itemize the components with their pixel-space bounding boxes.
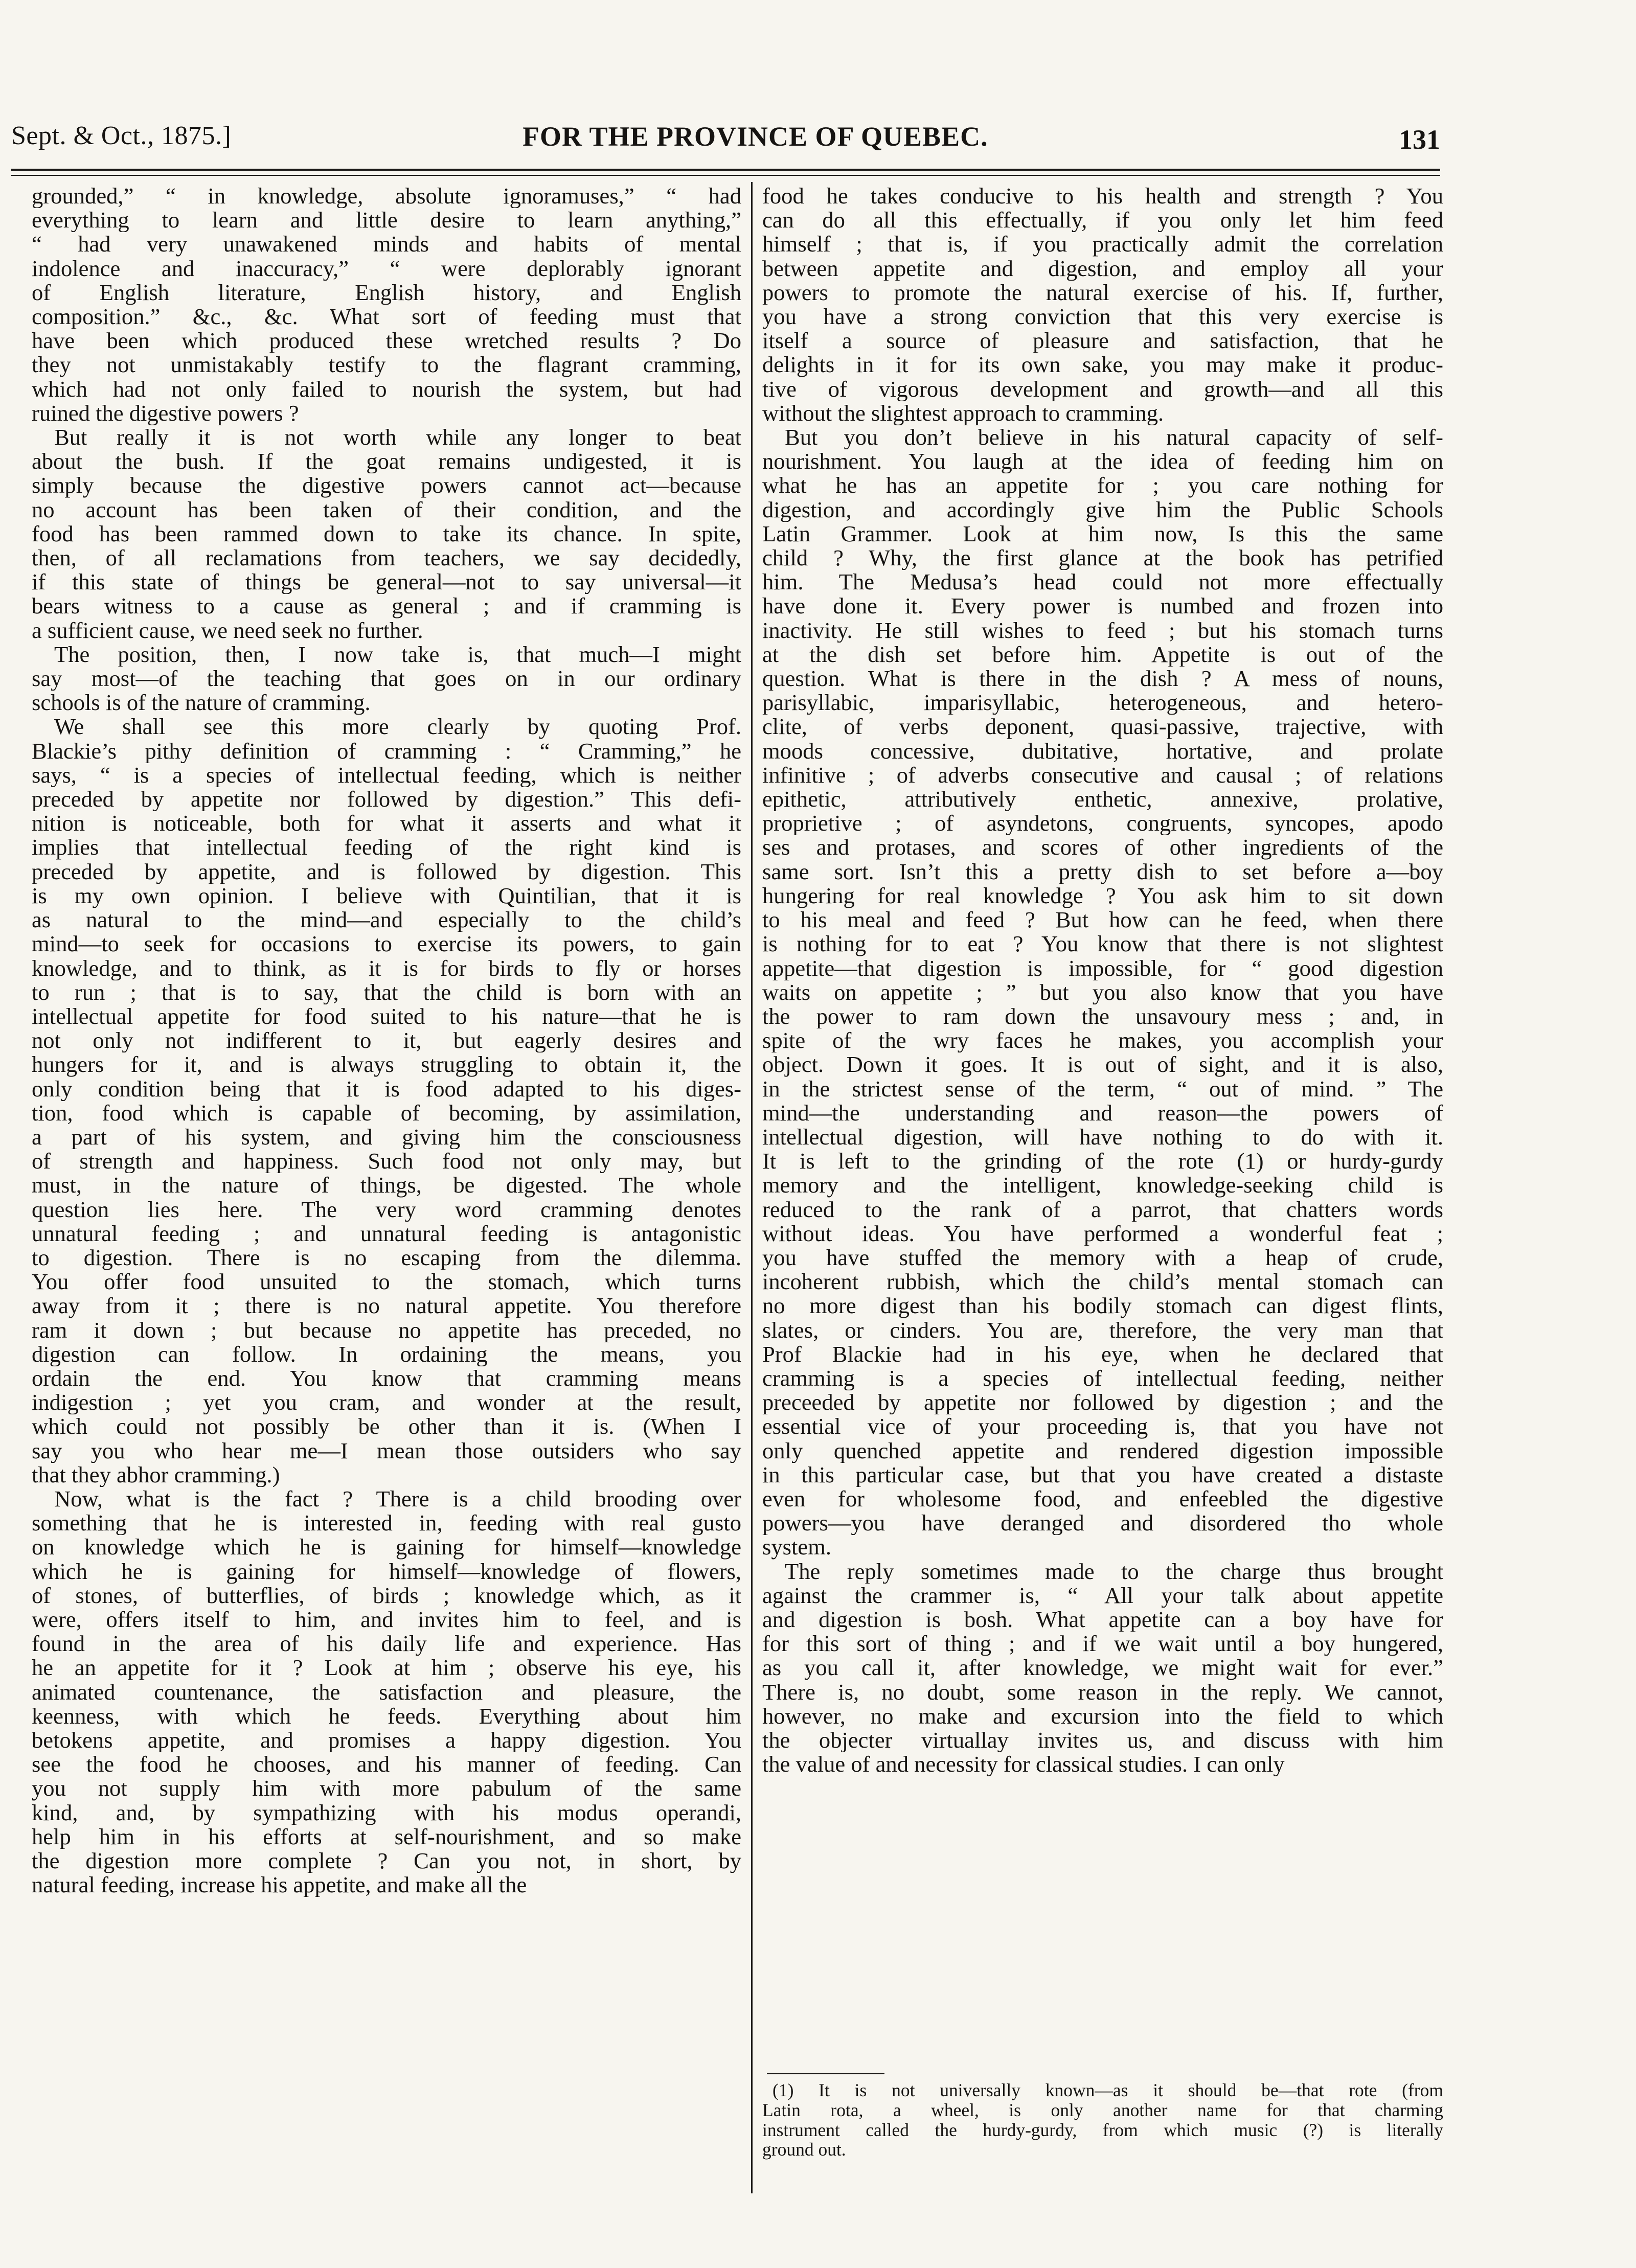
text-line: The position, then, I now take is, that much—I might <box>54 642 741 667</box>
text-line: if this state of things be general—not to say universal—it <box>32 570 741 594</box>
footnote-rule <box>767 2073 884 2074</box>
text-line: that they abhor cramming.) <box>32 1462 280 1487</box>
text-line: says, “ is a species of intellectual feeding, which is neither <box>32 763 741 788</box>
text-line: were, offers itself to him, and invites him to feel, and is <box>32 1607 741 1632</box>
text-line: indolence and inaccuracy,” “ were deplorably ignorant <box>32 256 741 281</box>
text-line: indigestion ; yet you cram, and wonder at the result, <box>32 1390 741 1415</box>
text-line: composition.” &c., &c. What sort of feeding must that <box>32 305 741 329</box>
text-line: incoherent rubbish, which the child’s mental stomach can <box>762 1270 1443 1294</box>
running-header <box>11 117 1440 163</box>
text-line: Blackie’s pithy definition of cramming : “ Cramming,” he <box>32 739 741 763</box>
text-line: ruined the digestive powers ? <box>32 401 299 426</box>
text-line: kind, and, by sympathizing with his modus operandi, <box>32 1800 741 1825</box>
text-line: “ had very unawakened minds and habits of mental <box>32 232 741 257</box>
text-line: nition is noticeable, both for what it asserts and what it <box>32 811 741 836</box>
right-column <box>762 184 1443 1776</box>
text-line: child ? Why, the first glance at the book has petrified <box>762 546 1443 570</box>
text-line: preceeded by appetite nor followed by digestion ; and the <box>762 1390 1443 1415</box>
text-line: can do all this effectually, if you only let him feed <box>762 208 1443 233</box>
text-line: without the slightest approach to cramming. <box>762 401 1164 426</box>
header-rule-thick <box>11 169 1440 171</box>
footnote-line: instrument called the hurdy-gurdy, from which music (?) is literally <box>762 2120 1443 2140</box>
text-line: We shall see this more clearly by quoting Prof. <box>54 715 741 739</box>
text-line: keenness, with which he feeds. Everything about him <box>32 1704 741 1728</box>
paragraph <box>762 184 1443 425</box>
text-line: schools is of the nature of cramming. <box>32 691 371 715</box>
text-line: memory and the intelligent, knowledge-seeking child is <box>762 1173 1443 1198</box>
text-line: waits on appetite ; ” but you also know that you have <box>762 980 1443 1004</box>
text-line: preceded by appetite, and is followed by digestion. This <box>32 859 741 884</box>
text-line: mind—the understanding and reason—the powers of <box>762 1101 1443 1125</box>
text-line: Latin Grammer. Look at him now, Is this the same <box>762 521 1443 546</box>
paragraph <box>762 1560 1443 1777</box>
text-line: grounded,” “ in knowledge, absolute ignoramuses,” “ had <box>32 184 741 209</box>
text-line: betokens appetite, and promises a happy digestion. You <box>32 1728 741 1753</box>
text-line: system. <box>762 1535 832 1560</box>
text-line: only condition being that it is food adapted to his diges- <box>32 1076 741 1101</box>
text-line: question lies here. The very word cramming denotes <box>32 1197 741 1222</box>
text-line: natural feeding, increase his appetite, and make all the <box>32 1873 527 1897</box>
text-line: the power to ram down the unsavoury mess ; and, in <box>762 1004 1443 1029</box>
text-line: digestion, and accordingly give him the Public Schools <box>762 497 1443 522</box>
text-line: the objecter virtuallay invites us, and discuss with him <box>762 1728 1443 1753</box>
text-line: But you don’t believe in his natural capacity of self- <box>785 425 1443 450</box>
footnote <box>762 2080 1443 2160</box>
text-line: inactivity. He still wishes to feed ; but his stomach turns <box>762 618 1443 643</box>
text-line: the value of and necessity for classical studies. I can only <box>762 1752 1285 1777</box>
text-line: cramming is a species of intellectual feeding, neither <box>762 1366 1443 1391</box>
text-line: animated countenance, the satisfaction and pleasure, the <box>32 1680 741 1704</box>
paragraph <box>32 715 741 1487</box>
text-line: a sufficient cause, we need seek no further. <box>32 618 423 643</box>
text-line: as you call it, after knowledge, we might wait for ever.” <box>762 1656 1443 1680</box>
text-line: the digestion more complete ? Can you not, in short, by <box>32 1849 741 1873</box>
text-line: nourishment. You laugh at the idea of feeding him on <box>762 449 1443 474</box>
text-line: simply because the digestive powers cannot act—because <box>32 473 741 498</box>
text-line: knowledge, and to think, as it is for birds to fly or horses <box>32 956 741 980</box>
text-line: him. The Medusa’s head could not more effectually <box>762 570 1443 594</box>
text-line: You offer food unsuited to the stomach, which turns <box>32 1270 741 1294</box>
left-column <box>32 184 741 1897</box>
text-line: hungering for real knowledge ? You ask him to sit down <box>762 883 1443 908</box>
text-line: which he is gaining for himself—knowledge of flowers, <box>32 1559 741 1584</box>
text-line: food he takes conducive to his health and strength ? You <box>762 184 1443 209</box>
text-line: what he has an appetite for ; you care nothing for <box>762 473 1443 498</box>
text-line: digestion can follow. In ordaining the means, you <box>32 1342 741 1366</box>
text-line: however, no make and excursion into the field to which <box>762 1704 1443 1728</box>
text-line: preceded by appetite nor followed by digestion.” This defi- <box>32 787 741 812</box>
text-line: hungers for it, and is always struggling to obtain it, the <box>32 1052 741 1077</box>
paragraph <box>32 1487 741 1897</box>
text-line: tion, food which is capable of becoming, by assimilation, <box>32 1101 741 1125</box>
text-line: see the food he chooses, and his manner of feeding. Can <box>32 1752 741 1777</box>
text-line: ses and protases, and scores of other ingredients of the <box>762 835 1443 860</box>
text-line: itself a source of pleasure and satisfaction, that he <box>762 329 1443 353</box>
text-line: question. What is there in the dish ? A mess of nouns, <box>762 667 1443 691</box>
text-line: to run ; that is to say, that the child is born with an <box>32 980 741 1004</box>
footnote-line: (1) It is not universally known—as it should be—that rote (from <box>772 2080 1443 2100</box>
page-number: 131 <box>1399 124 1440 155</box>
text-line: ordain the end. You know that cramming means <box>32 1366 741 1391</box>
text-line: to digestion. There is no escaping from the dilemma. <box>32 1245 741 1270</box>
text-line: clite, of verbs deponent, quasi-passive, trajective, with <box>762 715 1443 739</box>
text-line: of strength and happiness. Such food not only may, but <box>32 1149 741 1174</box>
text-line: have been which produced these wretched results ? Do <box>32 329 741 353</box>
text-line: himself ; that is, if you practically admit the correlation <box>762 232 1443 257</box>
text-line: implies that intellectual feeding of the right kind is <box>32 835 741 860</box>
text-line: say you who hear me—I mean those outsiders who say <box>32 1438 741 1463</box>
text-line: you have stuffed the memory with a heap of crude, <box>762 1245 1443 1270</box>
text-line: parisyllabic, imparisyllabic, heterogeneous, and hetero- <box>762 691 1443 715</box>
text-line: is my own opinion. I believe with Quintilian, that it is <box>32 883 741 908</box>
text-line: same sort. Isn’t this a pretty dish to set before a—boy <box>762 859 1443 884</box>
paragraph <box>32 643 741 715</box>
text-line: Prof Blackie had in his eye, when he declared that <box>762 1342 1443 1366</box>
text-line: on knowledge which he is gaining for himself—knowledge <box>32 1535 741 1560</box>
text-line: about the bush. If the goat remains undigested, it is <box>32 449 741 474</box>
text-line: delights in it for its own sake, you may make it produc- <box>762 353 1443 377</box>
header-rule-thin <box>11 175 1440 176</box>
text-line: found in the area of his daily life and experience. Has <box>32 1632 741 1656</box>
text-line: food has been rammed down to take its chance. In spite, <box>32 521 741 546</box>
text-line: proprietive ; of asyndetons, congruents, syncopes, apodo <box>762 811 1443 836</box>
text-line: without ideas. You have performed a wonderful feat ; <box>762 1221 1443 1246</box>
text-line: no account has been taken of their condition, and the <box>32 497 741 522</box>
text-line: bears witness to a cause as general ; and if cramming is <box>32 594 741 618</box>
text-line: object. Down it goes. It is out of sight, and it is also, <box>762 1052 1443 1077</box>
text-line: between appetite and digestion, and employ all your <box>762 256 1443 281</box>
text-line: Now, what is the fact ? There is a child brooding over <box>54 1486 741 1511</box>
text-line: you not supply him with more pabulum of the same <box>32 1776 741 1801</box>
paragraph <box>32 425 741 643</box>
text-line: a part of his system, and giving him the consciousness <box>32 1125 741 1150</box>
text-line: of English literature, English history, and English <box>32 280 741 305</box>
text-line: epithetic, attributively enthetic, annexive, prolative, <box>762 787 1443 812</box>
text-line: in the strictest sense of the term, “ out of mind. ” The <box>762 1076 1443 1101</box>
text-line: then, of all reclamations from teachers, we say decidedly, <box>32 546 741 570</box>
footnote-line: ground out. <box>762 2140 846 2160</box>
paragraph <box>32 184 741 425</box>
column-divider <box>751 182 753 2193</box>
text-line: which had not only failed to nourish the system, but had <box>32 377 741 401</box>
text-line: moods concessive, dubitative, hortative, and prolate <box>762 739 1443 763</box>
text-line: unnatural feeding ; and unnatural feeding is antagonistic <box>32 1221 741 1246</box>
text-line: spite of the wry faces he makes, you accomplish your <box>762 1028 1443 1053</box>
text-line: mind—to seek for occasions to exercise its powers, to gain <box>32 932 741 956</box>
text-line: help him in his efforts at self-nourishment, and so make <box>32 1824 741 1849</box>
text-line: which could not possibly be other than it is. (When I <box>32 1414 741 1439</box>
text-line: powers to promote the natural exercise of his. If, further, <box>762 280 1443 305</box>
text-line: and digestion is bosh. What appetite can a boy have for <box>762 1607 1443 1632</box>
paragraph <box>762 425 1443 1560</box>
text-line: It is left to the grinding of the rote (1) or hurdy-gurdy <box>762 1149 1443 1174</box>
text-line: for this sort of thing ; and if we wait until a boy hungered, <box>762 1632 1443 1656</box>
text-line: ram it down ; but because no appetite has preceded, no <box>32 1318 741 1342</box>
text-line: something that he is interested in, feeding with real gusto <box>32 1511 741 1536</box>
text-line: in this particular case, but that you have created a distaste <box>762 1462 1443 1487</box>
text-line: is nothing for to eat ? You know that there is not slightest <box>762 932 1443 956</box>
text-line: no more digest than his bodily stomach can digest flints, <box>762 1294 1443 1318</box>
text-line: only quenched appetite and rendered digestion impossible <box>762 1438 1443 1463</box>
text-line: intellectual appetite for food suited to his nature—that he is <box>32 1004 741 1029</box>
text-line: must, in the nature of things, be digested. The whole <box>32 1173 741 1198</box>
text-line: reduced to the rank of a parrot, that chatters words <box>762 1197 1443 1222</box>
text-line: he an appetite for it ? Look at him ; observe his eye, his <box>32 1656 741 1680</box>
header-date: Sept. & Oct., 1875.] <box>11 121 232 150</box>
text-line: intellectual digestion, will have nothing to do with it. <box>762 1125 1443 1150</box>
text-line: There is, no doubt, some reason in the reply. We cannot, <box>762 1680 1443 1704</box>
text-line: everything to learn and little desire to learn anything,” <box>32 208 741 233</box>
text-line: have done it. Every power is numbed and frozen into <box>762 594 1443 618</box>
text-line: slates, or cinders. You are, therefore, the very man that <box>762 1318 1443 1342</box>
text-line: infinitive ; of adverbs consecutive and causal ; of relations <box>762 763 1443 788</box>
text-line: of stones, of butterflies, of birds ; knowledge which, as it <box>32 1583 741 1608</box>
text-line: tive of vigorous development and growth—and all this <box>762 377 1443 401</box>
text-line: The reply sometimes made to the charge thus brought <box>785 1559 1443 1584</box>
footnote-line: Latin rota, a wheel, is only another name for that charming <box>762 2100 1443 2120</box>
text-line: against the crammer is, “ All your talk about appetite <box>762 1583 1443 1608</box>
text-line: at the dish set before him. Appetite is out of the <box>762 642 1443 667</box>
text-line: powers—you have deranged and disordered tho whole <box>762 1511 1443 1536</box>
text-line: to his meal and feed ? But how can he feed, when there <box>762 908 1443 932</box>
text-line: away from it ; there is no natural appetite. You therefore <box>32 1294 741 1318</box>
text-line: even for wholesome food, and enfeebled the digestive <box>762 1486 1443 1511</box>
text-line: you have a strong conviction that this very exercise is <box>762 305 1443 329</box>
text-line: as natural to the mind—and especially to the child’s <box>32 908 741 932</box>
text-line: appetite—that digestion is impossible, for “ good digestion <box>762 956 1443 980</box>
text-line: not only not indifferent to it, but eagerly desires and <box>32 1028 741 1053</box>
text-line: say most—of the teaching that goes on in our ordinary <box>32 667 741 691</box>
header-title: FOR THE PROVINCE OF QUEBEC. <box>522 121 988 152</box>
text-line: they not unmistakably testify to the flagrant cramming, <box>32 353 741 377</box>
text-line: But really it is not worth while any longer to beat <box>54 425 741 450</box>
text-line: essential vice of your proceeding is, that you have not <box>762 1414 1443 1439</box>
